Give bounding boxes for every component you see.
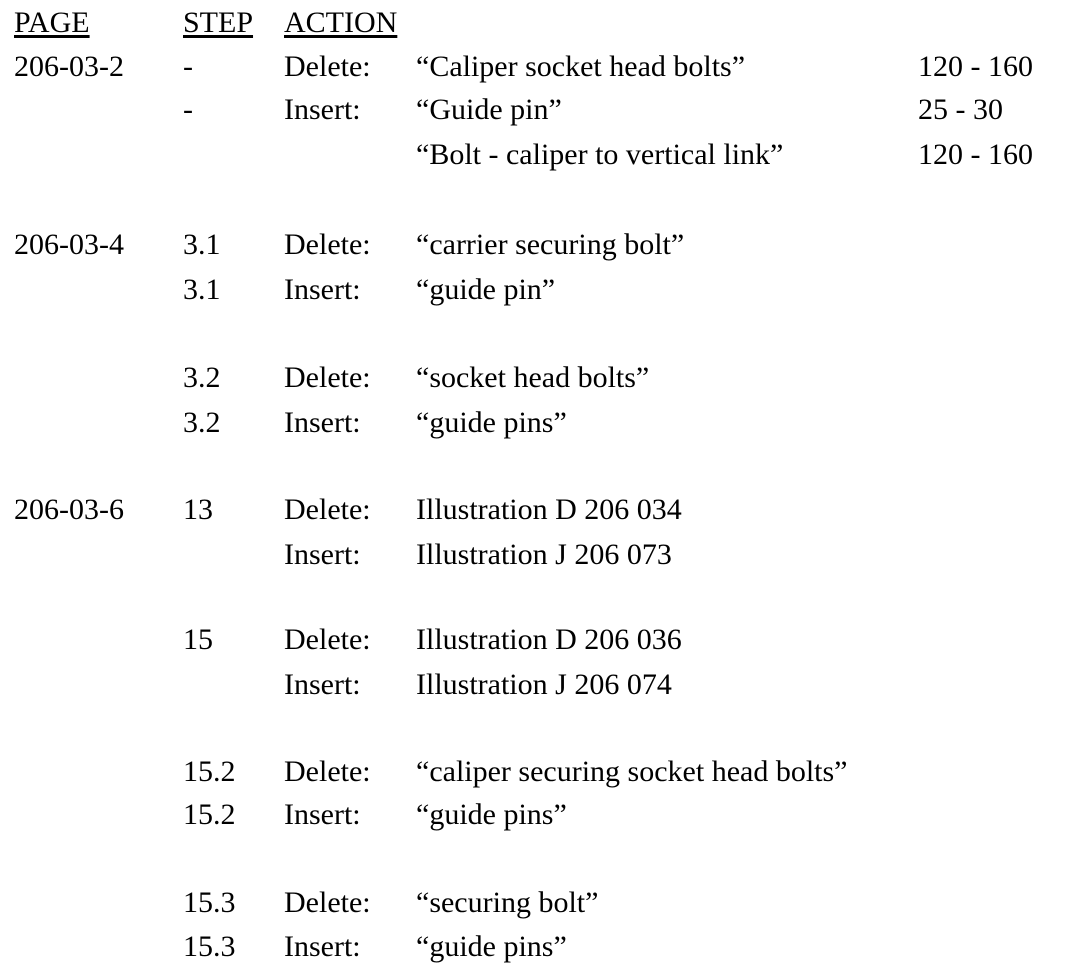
row-text: “Caliper socket head bolts” bbox=[416, 50, 746, 83]
row-text: “securing bolt” bbox=[416, 886, 599, 919]
row-text: “Guide pin” bbox=[416, 93, 562, 126]
row-step: 3.2 bbox=[183, 361, 221, 394]
row-step: 3.2 bbox=[183, 406, 221, 439]
row-text: Illustration D 206 034 bbox=[416, 493, 682, 526]
row-text: “guide pins” bbox=[416, 406, 567, 439]
row-text: “guide pins” bbox=[416, 798, 567, 831]
row-value: 25 - 30 bbox=[918, 93, 1003, 126]
row-step: 3.1 bbox=[183, 228, 221, 261]
row-action: Insert: bbox=[284, 798, 361, 831]
row-action: Delete: bbox=[284, 228, 371, 261]
row-text: Illustration D 206 036 bbox=[416, 623, 682, 656]
row-action: Delete: bbox=[284, 623, 371, 656]
row-action: Insert: bbox=[284, 930, 361, 963]
row-text: Illustration J 206 073 bbox=[416, 538, 672, 571]
row-text: “socket head bolts” bbox=[416, 361, 650, 394]
row-action: Insert: bbox=[284, 538, 361, 571]
row-step: - bbox=[183, 93, 193, 126]
row-step: 15.2 bbox=[183, 798, 236, 831]
row-action: Delete: bbox=[284, 50, 371, 83]
row-action: Delete: bbox=[284, 361, 371, 394]
row-action: Insert: bbox=[284, 93, 361, 126]
row-page: 206-03-4 bbox=[14, 228, 124, 261]
header-step: STEP bbox=[183, 6, 254, 39]
row-text: “carrier securing bolt” bbox=[416, 228, 685, 261]
row-step: 3.1 bbox=[183, 273, 221, 306]
row-step: 15.3 bbox=[183, 886, 236, 919]
row-action: Insert: bbox=[284, 273, 361, 306]
row-text: “guide pin” bbox=[416, 273, 556, 306]
row-action: Delete: bbox=[284, 493, 371, 526]
row-action: Delete: bbox=[284, 886, 371, 919]
header-page: PAGE bbox=[14, 6, 90, 39]
row-action: Insert: bbox=[284, 668, 361, 701]
row-value: 120 - 160 bbox=[918, 138, 1033, 171]
row-step: 13 bbox=[183, 493, 213, 526]
row-text: “caliper securing socket head bolts” bbox=[416, 755, 848, 788]
row-text: Illustration J 206 074 bbox=[416, 668, 672, 701]
row-action: Delete: bbox=[284, 755, 371, 788]
row-action: Insert: bbox=[284, 406, 361, 439]
row-step: 15.3 bbox=[183, 930, 236, 963]
row-text: “guide pins” bbox=[416, 930, 567, 963]
row-page: 206-03-6 bbox=[14, 493, 124, 526]
row-step: 15 bbox=[183, 623, 213, 656]
row-value: 120 - 160 bbox=[918, 50, 1033, 83]
row-step: 15.2 bbox=[183, 755, 236, 788]
header-action: ACTION bbox=[284, 6, 398, 39]
row-step: - bbox=[183, 50, 193, 83]
row-page: 206-03-2 bbox=[14, 50, 124, 83]
row-text: “Bolt - caliper to vertical link” bbox=[416, 138, 784, 171]
